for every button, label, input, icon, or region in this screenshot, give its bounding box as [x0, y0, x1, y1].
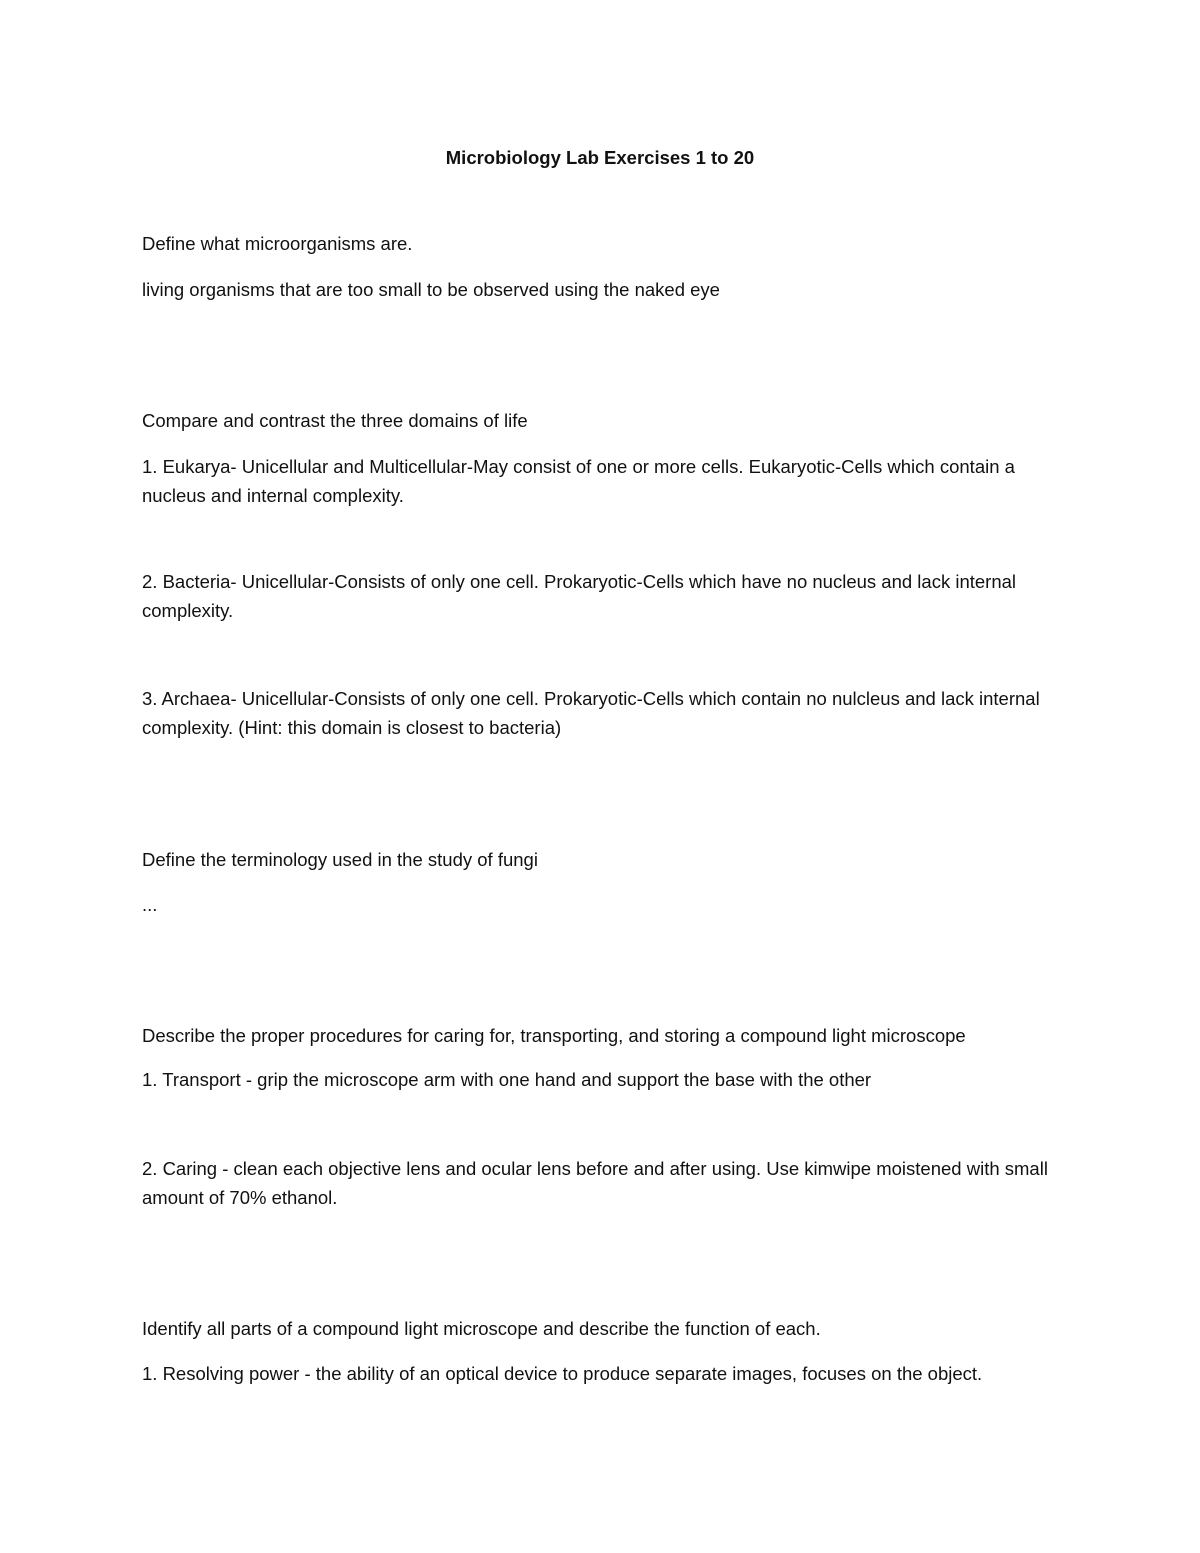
answer-archaea: 3. Archaea- Unicellular-Consists of only one cell. Prokaryotic-Cells which contain no nulcleus and lack internal complexity. (Hint: this domain is closest to bacteria): [142, 688, 1040, 738]
question-fungi-terminology: Define the terminology used in the study of fungi: [142, 849, 538, 870]
answer-resolving-power: 1. Resolving power - the ability of an optical device to produce separate images, focuses on the object.: [142, 1363, 983, 1384]
answer-fungi-ellipsis: ...: [142, 894, 158, 915]
document-title: Microbiology Lab Exercises 1 to 20: [445, 147, 755, 168]
question-microorganisms: Define what microorganisms are.: [142, 233, 413, 254]
question-microscope-parts: Identify all parts of a compound light microscope and describe the function of each.: [142, 1318, 821, 1339]
answer-microorganisms: living organisms that are too small to be observed using the naked eye: [142, 279, 720, 300]
question-microscope-care: Describe the proper procedures for caring for, transporting, and storing a compound light microscope: [142, 1025, 966, 1046]
answer-eukarya: 1. Eukarya- Unicellular and Multicellular-May consist of one or more cells. Eukaryotic-Cells which contain a nucleus and internal complexity.: [142, 456, 1015, 506]
question-three-domains: Compare and contrast the three domains of life: [142, 410, 528, 431]
answer-transport: 1. Transport - grip the microscope arm with one hand and support the base with the other: [142, 1069, 872, 1090]
answer-caring: 2. Caring - clean each objective lens and ocular lens before and after using. Use kimwipe moistened with small amount of 70% ethanol.: [142, 1158, 1048, 1208]
answer-bacteria: 2. Bacteria- Unicellular-Consists of only one cell. Prokaryotic-Cells which have no nucleus and lack internal complexity.: [142, 571, 1017, 621]
